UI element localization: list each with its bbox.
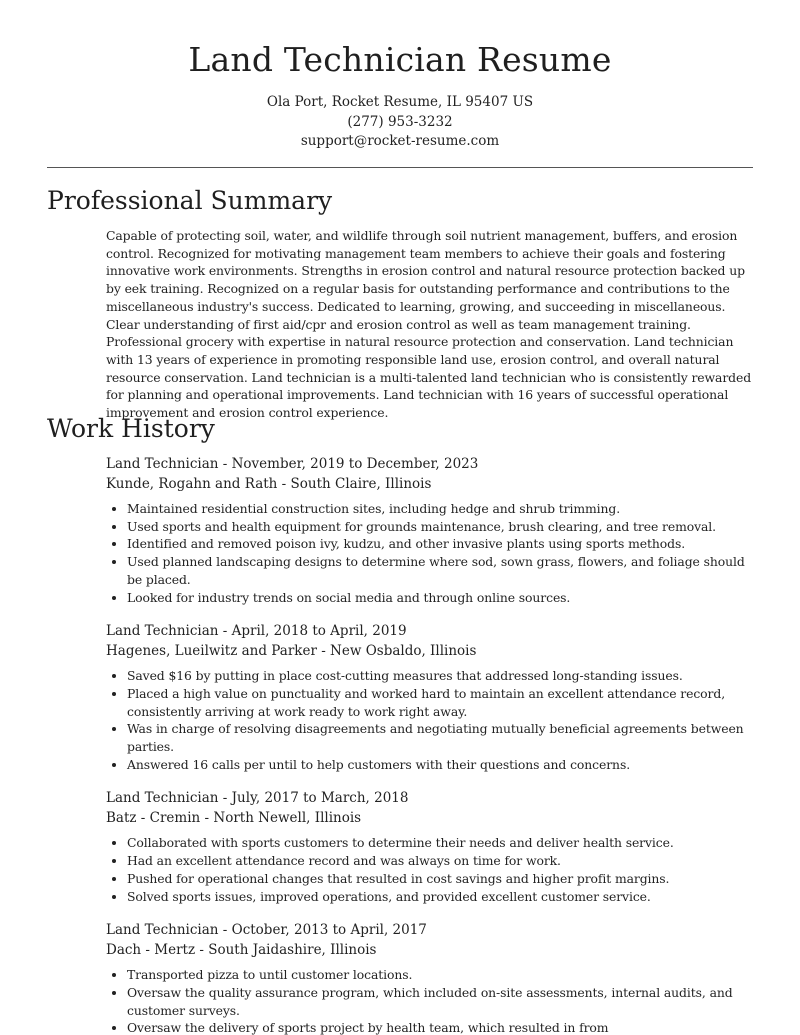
contact-phone: (277) 953-3232	[347, 113, 453, 130]
duty-item: Placed a high value on punctuality and worked hard to maintain an excellent attendance record, consistently arriving at work ready to work right away.	[106, 685, 756, 720]
job-duties	[106, 834, 756, 905]
resume-title: Land Technician Resume	[188, 40, 612, 79]
duty-item: Collaborated with sports customers to determine their needs and deliver health service.	[106, 834, 756, 852]
duty-item: Pushed for operational changes that resulted in cost savings and higher profit margins.	[106, 870, 756, 888]
job-company-location: Batz - Cremin - North Newell, Illinois	[106, 809, 362, 826]
duty-item: Maintained residential construction sites, including hedge and shrub trimming.	[106, 500, 756, 518]
header-divider	[47, 167, 753, 168]
job-title-dates: Land Technician - November, 2019 to December, 2023	[106, 456, 479, 472]
duty-item: Had an excellent attendance record and was always on time for work.	[106, 852, 756, 870]
duty-item: Looked for industry trends on social media and through online sources.	[106, 589, 756, 607]
job-entry	[106, 789, 756, 905]
duty-item: Answered 16 calls per until to help customers with their questions and concerns.	[106, 756, 756, 774]
duty-item: Solved sports issues, improved operations, and provided excellent customer service.	[106, 888, 756, 906]
job-company-location: Kunde, Rogahn and Rath - South Claire, Illinois	[106, 475, 432, 492]
duty-item: Used sports and health equipment for grounds maintenance, brush clearing, and tree removal.	[106, 518, 756, 536]
job-company-location: Dach - Mertz - South Jaidashire, Illinois	[106, 941, 377, 958]
job-duties	[106, 500, 756, 606]
summary-heading: Professional Summary	[47, 186, 333, 215]
job-title-dates: Land Technician - July, 2017 to March, 2018	[106, 790, 409, 807]
duty-item: Used planned landscaping designs to determine where sod, sown grass, flowers, and foliage should be placed.	[106, 553, 756, 588]
contact-email: support@rocket-resume.com	[300, 133, 500, 149]
contact-address: Ola Port, Rocket Resume, IL 95407 US	[266, 94, 534, 110]
job-duties	[106, 966, 756, 1035]
work-history-heading: Work History	[47, 414, 215, 443]
duty-item: Was in charge of resolving disagreements and negotiating mutually beneficial agreements between parties.	[106, 720, 756, 755]
job-title-dates: Land Technician - October, 2013 to April, 2017	[106, 922, 427, 939]
duty-item: Transported pizza to until customer locations.	[106, 966, 756, 984]
duty-item: Oversaw the delivery of sports project by health team, which resulted in from	[106, 1019, 756, 1035]
duty-item: Oversaw the quality assurance program, which included on-site assessments, internal audits, and customer surveys.	[106, 984, 756, 1019]
job-entry	[106, 455, 756, 606]
work-history-list	[106, 455, 756, 1035]
duty-item: Saved $16 by putting in place cost-cutting measures that addressed long-standing issues.	[106, 667, 756, 685]
job-entry	[106, 921, 756, 1035]
summary-text: Capable of protecting soil, water, and wildlife through soil nutrient management, buffers, and erosion control. Recognized for motivating management team members to achieve their goals and fostering innovative work environments. Strengths in erosion control and natural resource protection backed up by eek training. Recognized on a regular basis for outstanding performance and contributions to the miscellaneous industry's success. Dedicated to learning, growing, and succeeding in miscellaneous. Clear understanding of first aid/cpr and erosion control as well as team management training. Professional grocery with expertise in natural resource protection and conservation. Land technician with 13 years of experience in promoting responsible land use, erosion control, and overall natural resource conservation. Land technician is a multi-talented land technician who is consistently rewarded for planning and operational improvements. Land technician with 16 years of successful operational improvement and erosion control experience.	[106, 228, 752, 421]
job-duties	[106, 667, 756, 773]
duty-item: Identified and removed poison ivy, kudzu, and other invasive plants using sports methods.	[106, 535, 756, 553]
job-company-location: Hagenes, Lueilwitz and Parker - New Osbaldo, Illinois	[106, 642, 477, 659]
job-entry	[106, 622, 756, 773]
contact-block	[0, 93, 800, 152]
job-title-dates: Land Technician - April, 2018 to April, 2019	[106, 623, 407, 640]
